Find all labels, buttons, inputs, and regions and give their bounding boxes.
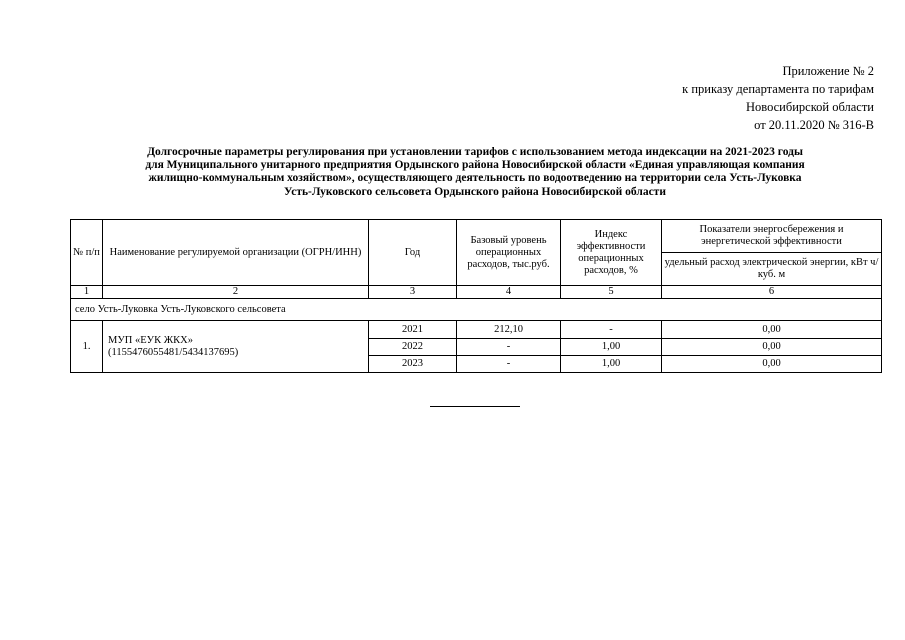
separator-line — [430, 406, 520, 407]
col-number-3: 3 — [369, 286, 457, 299]
header-year: Год — [369, 220, 457, 286]
header-base-cost: Базовый уровень операционных расходов, тыс.руб. — [457, 220, 561, 286]
year-cell: 2023 — [369, 356, 457, 373]
table-row — [71, 321, 882, 339]
efficiency-index-cell: 1,00 — [561, 356, 662, 373]
col-number-2: 2 — [103, 286, 369, 299]
energy-consumption-cell: 0,00 — [662, 321, 882, 339]
base-cost-cell: - — [457, 339, 561, 356]
document-title — [70, 146, 880, 199]
appendix-header — [682, 62, 874, 134]
efficiency-index-cell: 1,00 — [561, 339, 662, 356]
base-cost-cell: - — [457, 356, 561, 373]
col-number-6: 6 — [662, 286, 882, 299]
appendix-number: Приложение № 2 — [782, 64, 874, 78]
energy-consumption-cell: 0,00 — [662, 339, 882, 356]
parameters-table — [70, 219, 882, 373]
title-line-3: жилищно-коммунальным хозяйством», осуществляющего деятельность по водоотведению на территории села Усть-Луковка — [148, 172, 802, 185]
title-line-2: для Муниципального унитарного предприятия Ордынского района Новосибирской области «Единая управляющая компания — [145, 159, 805, 172]
organization-ids: (1155476055481/5434137695) — [108, 346, 239, 358]
energy-consumption-cell: 0,00 — [662, 356, 882, 373]
base-cost-cell: 212,10 — [457, 321, 561, 339]
header-energy-group: Показатели энергосбережения и энергетической эффективности — [662, 220, 882, 253]
header-organization: Наименование регулируемой организации (ОГРН/ИНН) — [103, 220, 369, 286]
header-num: № п/п — [71, 220, 103, 286]
appendix-region: Новосибирской области — [745, 100, 874, 114]
year-cell: 2021 — [369, 321, 457, 339]
title-line-1: Долгосрочные параметры регулирования при установлении тарифов с использованием метода индексации на 2021-2023 годы — [147, 146, 803, 158]
organization-name: МУП «ЕУК ЖКХ» — [108, 334, 193, 346]
title-line-4: Усть-Луковского сельсовета Ордынского района Новосибирской области — [284, 185, 666, 198]
col-number-4: 4 — [457, 286, 561, 299]
efficiency-index-cell: - — [561, 321, 662, 339]
appendix-order-ref: к приказу департамента по тарифам — [682, 82, 874, 96]
entry-number: 1. — [71, 321, 103, 373]
appendix-order-date: от 20.11.2020 № 316-В — [754, 118, 874, 132]
col-number-5: 5 — [561, 286, 662, 299]
section-row: село Усть-Луковка Усть-Луковского сельсовета — [71, 299, 882, 321]
year-cell: 2022 — [369, 339, 457, 356]
col-number-1: 1 — [71, 286, 103, 299]
entry-organization — [103, 321, 369, 373]
header-efficiency-index: Индекс эффективности операционных расходов, % — [561, 220, 662, 286]
header-energy-consumption: удельный расход электрической энергии, кВт ч/куб. м — [662, 253, 882, 286]
